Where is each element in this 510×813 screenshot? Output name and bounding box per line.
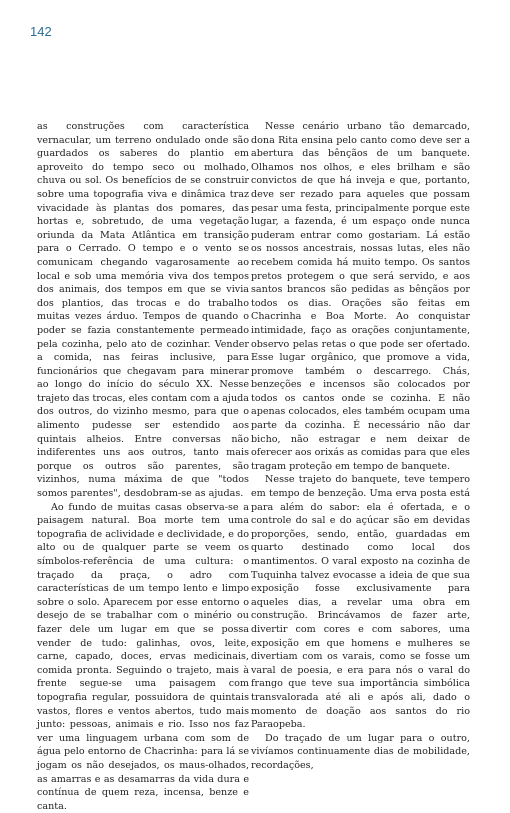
page-number: 142 [30,24,52,39]
paragraph: Nesse trajeto do banquete, teve tempero em tempo de benzeção. Uma erva posta está para além do sabor: ela é ofertada, e o controle do sal e do açúcar são em devidas proporções, sendo, então, guardadas em quarto destinado como local dos mantimentos. O varal exposto na cozinha de Tuquinha talvez evocasse a ideia de que sua exposição fosse exclusivamente para aqueles dias, a revelar uma obra em construção. Brincávamos de fazer arte, divertir com cores e com sabores, uma exposição em que homens e mulheres se divertiam com os varais, como se fosse um varal de poesia, e era para nós o varal do frango que teve sua importância simbólica transvalorada até ali e após ali, dado o momento de doação aos santos do rio Paraopeba. [251,474,470,731]
paragraph: Ao fundo de muitas casas observa-se a paisagem natural. Boa morte tem uma topografia de aclividade e declividade, e do alto ou de qualquer parte se veem os símbolos-referência de uma cultura: o traçado da praça, o adro com características de um tempo lento e limpo sobre o solo. Aparecem por esse entorno o desejo de se trabalhar com o minério ou fazer dele um lugar em que se possa vender de tudo: galinhas, ovos, leite, carne, capado, doces, ervas medicinais, comida pronta. Seguindo o trajeto, mais à frente segue-se uma paisagem com topografia regular, possuidora de quintais vastos, flores e ventos abertos, tudo mais junto: pessoas, animais e rio. Isso nos faz ver uma linguagem urbana com som de água pelo entorno de Chacrinha: para lá se jogam os não desejados, os maus-olhados, as amarras e as desamarras da vida dura e contínua de quem reza, incensa, benze e canta. [37,501,249,812]
left-text-column [37,120,249,813]
paragraph: Nesse cenário urbano tão demarcado, dona Rita ensina pelo canto como deve ser a abertura das bênçãos de um banquete. Olhamos nos olhos, e eles brilham e são convictos de que há inveja e que, portanto, deve ser rezado para aqueles que possam pesar uma festa, principalmente porque este lugar, a fazenda, é um espaço onde nunca puderam entrar como gostariam. Lá estão os nossos ancestrais, nossas lutas, eles não recebem comida há muito tempo. Os santos pretos protegem o que será servido, e aos santos brancos são pedidas as bênçãos por todos os dias. Orações são feitas em Chacrinha e Boa Morte. Ao conquistar intimidade, faço as orações conjuntamente, observo pelas retas o que pode ser ofertado. Esse lugar orgânico, que promove a vida, promove também o descarrego. Chás, benzeções e incensos são colocados por todos os cantos onde se cozinha. E não apenas colocados, eles também ocupam uma parte da cozinha. É necessário não dar bicho, não estragar e nem deixar de oferecer aos orixás as comidas para que eles tragam proteção em tempo de banquete. [251,121,470,472]
right-text-column [251,120,470,773]
paragraph: as construções com característica vernacular, um terreno ondulado onde são guardados os saberes do plantio em aproveito do tempo seco ou molhado, chuva ou sol. Os benefícios de se construir sobre uma topografia viva e dinâmica traz vivacidade às plantas dos pomares, das hortas e, sobretudo, de uma vegetação oriunda da Mata Atlântica em transição para o Cerrado. O tempo e o vento se comunicam chegando vagarosamente ao local e sob uma memória viva dos tempos dos animais, dos tempos em que se vivia dos plantios, das trocas e do trabalho muitas vezes árduo. Tempos de quando o poder se fazia constantemente permeado pela cozinha, pelo ato de cozinhar. Vender a comida, nas feiras inclusive, para funcionários que chegavam para minerar ao longo do início do século XX. Nesse trajeto das trocas, eles contam com a ajuda dos outros, do vizinho mesmo, para que o alimento pudesse ser estendido aos quintais alheios. Entre conversas não indiferentes uns aos outros, tanto mais porque os outros são parentes, são vizinhos, numa máxima de que "todos somos parentes", desdobram-se as ajudas. [37,121,249,500]
paragraph: Do traçado de um lugar para o outro, vivíamos continuamente dias de mobilidade, recordações, [251,732,470,771]
